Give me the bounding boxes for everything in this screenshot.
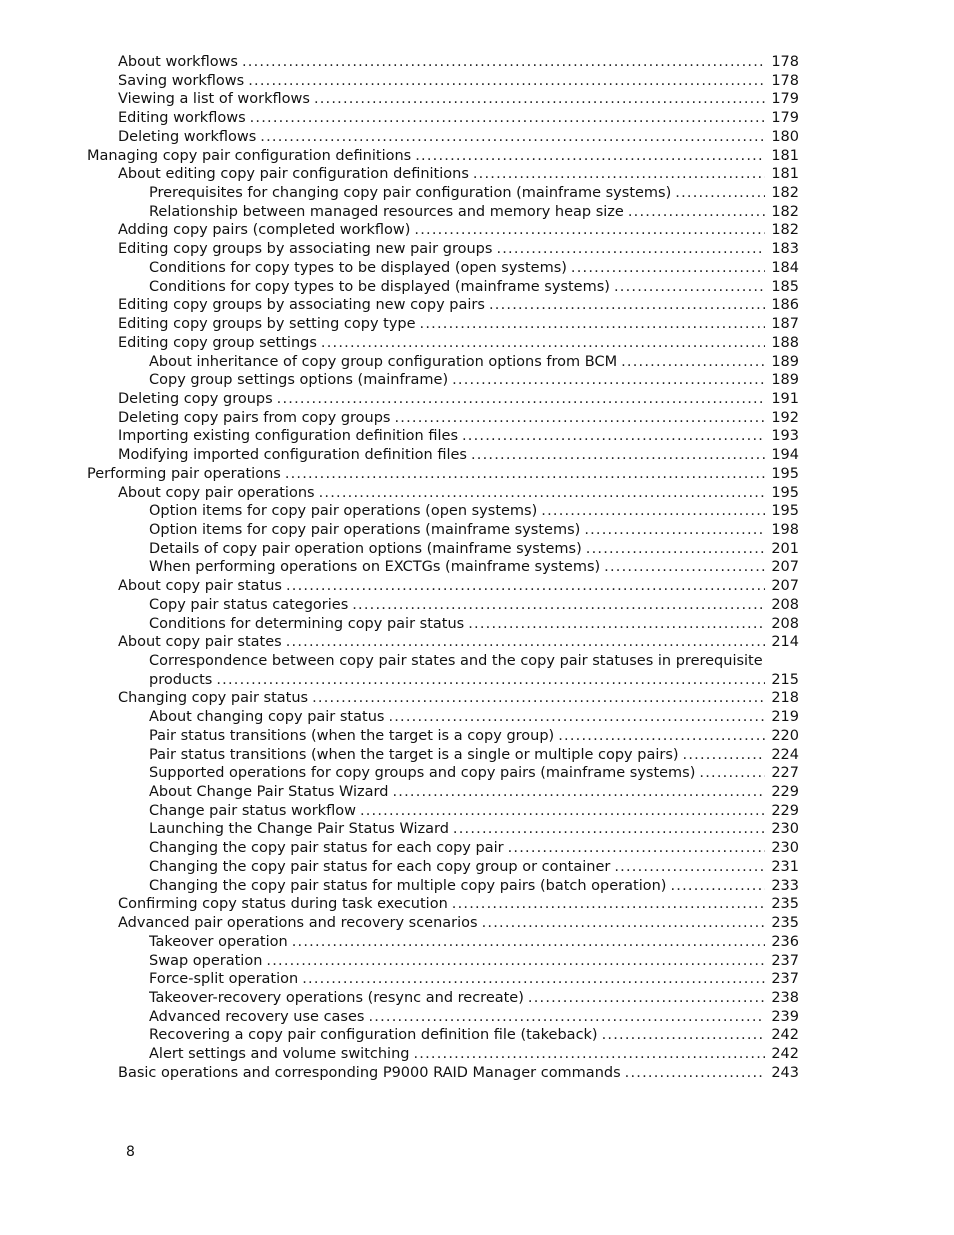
toc-entry-page: 239 [771,1008,799,1025]
toc-entry-title: Option items for copy pair operations (open systems) [149,503,538,520]
dot-leader [415,147,765,166]
toc-entry-title: Importing existing configuration definition files [118,428,458,445]
toc-entry-page: 189 [771,353,799,370]
toc-entry-page: 178 [771,54,799,70]
dot-leader [413,1045,765,1064]
dot-leader [360,802,765,821]
toc-entry[interactable] [0,764,954,783]
toc-entry[interactable] [0,540,954,559]
toc-entry[interactable] [0,521,954,540]
toc-entry-title: Editing copy group settings [118,334,317,351]
toc-entry-page: 195 [771,465,799,482]
toc-entry-page: 237 [771,971,799,988]
toc-entry[interactable] [0,165,954,184]
toc-entry-page: 201 [771,540,799,557]
toc-entry-page: 178 [771,72,799,89]
toc-entry[interactable] [0,1008,954,1027]
dot-leader [420,315,766,334]
dot-leader [312,689,765,708]
toc-entry-title: Takeover-recovery operations (resync and recreate) [149,989,524,1006]
toc-entry-title: Changing the copy pair status for each copy pair [149,840,504,857]
toc-entry-page: 233 [771,877,799,894]
toc-entry[interactable] [0,615,954,634]
toc-entry-title: Pair status transitions (when the target is a copy group) [149,727,555,744]
dot-leader [473,165,765,184]
toc-entry-title: Change pair status workflow [149,802,356,819]
dot-leader [453,820,765,839]
toc-entry[interactable] [0,558,954,577]
toc-entry-title: When performing operations on EXCTGs (mainframe systems) [149,559,601,576]
toc-entry[interactable] [0,1064,954,1083]
toc-entry-page: 182 [771,185,799,202]
toc-entry[interactable] [0,858,954,877]
dot-leader [571,259,765,278]
dot-leader [292,933,766,952]
dot-leader [414,221,765,240]
toc-entry[interactable] [0,652,954,671]
toc-entry[interactable] [0,820,954,839]
toc-entry-page: 179 [771,91,799,108]
toc-entry-page: 180 [771,128,799,145]
toc-entry-page: 189 [771,372,799,389]
dot-leader [462,427,765,446]
toc-entry-title: Option items for copy pair operations (mainframe systems) [149,521,581,538]
toc-entry[interactable] [0,334,954,353]
toc-entry-page: 235 [771,915,799,932]
dot-leader [541,502,765,521]
toc-entry-page: 238 [771,989,799,1006]
dot-leader [584,521,765,540]
toc-entry-title: Force-split operation [149,971,299,988]
toc-entry-page: 192 [771,409,799,426]
toc-entry-page: 229 [771,784,799,801]
toc-entry-page: 207 [771,559,799,576]
dot-leader [321,334,765,353]
toc-entry-page: 215 [771,671,799,688]
dot-leader [285,465,766,484]
dot-leader [468,615,765,634]
toc-entry-title: Adding copy pairs (completed workflow) [118,222,411,239]
dot-leader [286,577,765,596]
toc-entry[interactable] [0,1026,954,1045]
toc-entry-title: products [149,671,213,688]
dot-leader [614,858,765,877]
toc-entry-title: Alert settings and volume switching [149,1046,410,1063]
toc-entry-title: Swap operation [149,952,263,969]
toc-entry-title: Editing copy groups by associating new copy pairs [118,297,485,314]
toc-entry-page: 219 [771,709,799,726]
toc-entry-page: 179 [771,110,799,127]
toc-entry-page: 195 [771,484,799,501]
toc-entry-page: 187 [771,316,799,333]
dot-leader [452,371,765,390]
toc-entry[interactable] [0,802,954,821]
toc-entry-title: About inheritance of copy group configuration options from BCM [149,353,618,370]
toc-entry-page: 230 [771,840,799,857]
toc-entry-title: Modifying imported configuration definition files [118,447,467,464]
toc-entry-page: 195 [771,503,799,520]
toc-entry[interactable] [0,952,954,971]
toc-entry[interactable] [0,147,954,166]
toc-entry-title: Copy group settings options (mainframe) [149,372,449,389]
toc-entry[interactable] [0,184,954,203]
toc-entry-page: 237 [771,952,799,969]
toc-entry[interactable] [0,427,954,446]
toc-entry[interactable] [0,877,954,896]
toc-entry-title: About changing copy pair status [149,709,385,726]
toc-entry[interactable] [0,353,954,372]
toc-entry-page: 220 [771,727,799,744]
toc-entry-title: About workflows [118,54,238,70]
toc-entry-title: Details of copy pair operation options (mainframe systems) [149,540,582,557]
toc-entry-title: About copy pair status [118,578,282,595]
toc-entry[interactable] [0,109,954,128]
dot-leader [625,1064,766,1083]
toc-entry-title: Correspondence between copy pair states and the copy pair statuses in prerequisite [149,653,763,669]
toc-entry-page: 186 [771,297,799,314]
toc-entry[interactable] [0,221,954,240]
toc-entry-title: Advanced recovery use cases [149,1008,365,1025]
toc-entry[interactable] [0,633,954,652]
toc-entry-title: Conditions for copy types to be displayed (open systems) [149,259,567,276]
toc-entry[interactable] [0,259,954,278]
toc-entry-page: 182 [771,203,799,220]
dot-leader [395,409,766,428]
toc-entry[interactable] [0,1045,954,1064]
dot-leader [628,203,765,222]
dot-leader [352,596,765,615]
toc-entry-page: 207 [771,578,799,595]
toc-entry-title: Deleting workflows [118,128,257,145]
toc-entry-title: Changing the copy pair status for multiple copy pairs (batch operation) [149,877,667,894]
toc-entry-title: Performing pair operations [87,465,281,482]
toc-entry-page: 181 [771,147,799,164]
toc-entry[interactable] [0,689,954,708]
toc-entry-page: 231 [771,858,799,875]
toc-entry[interactable] [0,53,954,72]
dot-leader [670,877,765,896]
toc-entry-page: 229 [771,802,799,819]
toc-entry-title: About copy pair operations [118,484,315,501]
toc-entry-title: Confirming copy status during task execution [118,896,448,913]
toc-entry-title: Pair status transitions (when the target is a single or multiple copy pairs) [149,746,679,763]
toc-entry[interactable] [0,409,954,428]
toc-entry-page: 193 [771,428,799,445]
toc-entry[interactable] [0,390,954,409]
toc-entry[interactable] [0,502,954,521]
toc-entry-page: 242 [771,1027,799,1044]
dot-leader [260,128,765,147]
dot-leader [675,184,765,203]
toc-entry-title: Editing copy groups by setting copy type [118,316,416,333]
toc-entry-page: 188 [771,334,799,351]
dot-leader [452,895,766,914]
toc-entry[interactable] [0,203,954,222]
dot-leader [614,278,765,297]
dot-leader [558,727,765,746]
toc-entry[interactable] [0,970,954,989]
dot-leader [302,970,765,989]
dot-leader [496,240,765,259]
dot-leader [508,839,766,858]
toc-entry[interactable] [0,596,954,615]
toc-entry[interactable] [0,128,954,147]
toc-entry-page: 185 [771,278,799,295]
dot-leader [482,914,766,933]
dot-leader [266,952,765,971]
toc-entry-page: 182 [771,222,799,239]
toc-entry-page: 235 [771,896,799,913]
toc-entry[interactable] [0,933,954,952]
toc-entry-title: About copy pair states [118,634,282,651]
toc-entry-page: 183 [771,241,799,258]
dot-leader [248,72,765,91]
dot-leader [621,353,765,372]
toc-entry-title: Changing copy pair status [118,690,309,707]
dot-leader [471,446,765,465]
toc-entry-title: Viewing a list of workflows [118,91,310,108]
toc-entry-title: Advanced pair operations and recovery scenarios [118,915,478,932]
toc-entry[interactable] [0,708,954,727]
toc-entry[interactable] [0,484,954,503]
toc-entry-page: 242 [771,1046,799,1063]
toc-entry[interactable] [0,914,954,933]
toc-entry[interactable] [0,296,954,315]
toc-entry-page: 198 [771,521,799,538]
toc-entry-page: 218 [771,690,799,707]
dot-leader [699,764,765,783]
toc-entry-page: 214 [771,634,799,651]
toc-entry[interactable] [0,315,954,334]
dot-leader [277,390,766,409]
toc-entry[interactable] [0,671,954,690]
toc-entry-title: About Change Pair Status Wizard [149,784,389,801]
toc-entry[interactable] [0,446,954,465]
toc-entry-title: About editing copy pair configuration definitions [118,166,469,183]
toc-entry-title: Copy pair status categories [149,596,349,613]
toc-entry-title: Supported operations for copy groups and copy pairs (mainframe systems) [149,765,696,782]
dot-leader [602,1026,766,1045]
toc-entry[interactable] [0,72,954,91]
dot-leader [314,90,765,109]
toc-entry-title: Editing copy groups by associating new pair groups [118,241,493,258]
dot-leader [586,540,766,559]
toc-entry-page: 243 [771,1064,799,1081]
dot-leader [368,1008,765,1027]
dot-leader [216,671,765,690]
toc-entry-page: 227 [771,765,799,782]
toc-entry[interactable] [0,577,954,596]
page-number: 8 [126,1144,135,1160]
toc-entry-title: Conditions for determining copy pair status [149,615,465,632]
toc-entry-title: Saving workflows [118,72,245,89]
dot-leader [388,708,765,727]
toc-entry-title: Relationship between managed resources and memory heap size [149,203,624,220]
toc-entry[interactable] [0,371,954,390]
toc-entry[interactable] [0,240,954,259]
dot-leader [250,109,766,128]
dot-leader [286,633,766,652]
toc-entry-title: Changing the copy pair status for each copy group or container [149,858,611,875]
toc-entry-title: Launching the Change Pair Status Wizard [149,821,449,838]
dot-leader [242,53,765,72]
toc-entry-title: Editing workflows [118,110,246,127]
toc-entry-title: Deleting copy pairs from copy groups [118,409,391,426]
dot-leader [392,783,765,802]
toc-entry-title: Managing copy pair configuration definitions [87,147,412,164]
table-of-contents [0,53,954,1083]
dot-leader [528,989,765,1008]
toc-entry-page: 191 [771,390,799,407]
toc-entry-page: 208 [771,615,799,632]
dot-leader [319,484,766,503]
toc-entry[interactable] [0,895,954,914]
toc-entry-page: 224 [771,746,799,763]
toc-entry-title: Deleting copy groups [118,390,273,407]
toc-entry[interactable] [0,783,954,802]
toc-entry-page: 194 [771,447,799,464]
toc-entry-page: 181 [771,166,799,183]
toc-entry-title: Conditions for copy types to be displayed (mainframe systems) [149,278,610,295]
toc-entry-title: Takeover operation [149,933,288,950]
toc-entry-title: Prerequisites for changing copy pair configuration (mainframe systems) [149,185,672,202]
toc-entry[interactable] [0,465,954,484]
toc-entry[interactable] [0,727,954,746]
toc-entry-page: 230 [771,821,799,838]
dot-leader [489,296,765,315]
toc-entry[interactable] [0,746,954,765]
toc-entry-page: 208 [771,596,799,613]
toc-entry[interactable] [0,989,954,1008]
dot-leader [683,746,766,765]
toc-entry[interactable] [0,839,954,858]
toc-entry-page: 236 [771,933,799,950]
toc-entry[interactable] [0,278,954,297]
dot-leader [604,558,765,577]
toc-entry-title: Basic operations and corresponding P9000 RAID Manager commands [118,1064,621,1081]
toc-entry[interactable] [0,90,954,109]
toc-entry-page: 184 [771,259,799,276]
toc-entry-title: Recovering a copy pair configuration definition file (takeback) [149,1027,598,1044]
